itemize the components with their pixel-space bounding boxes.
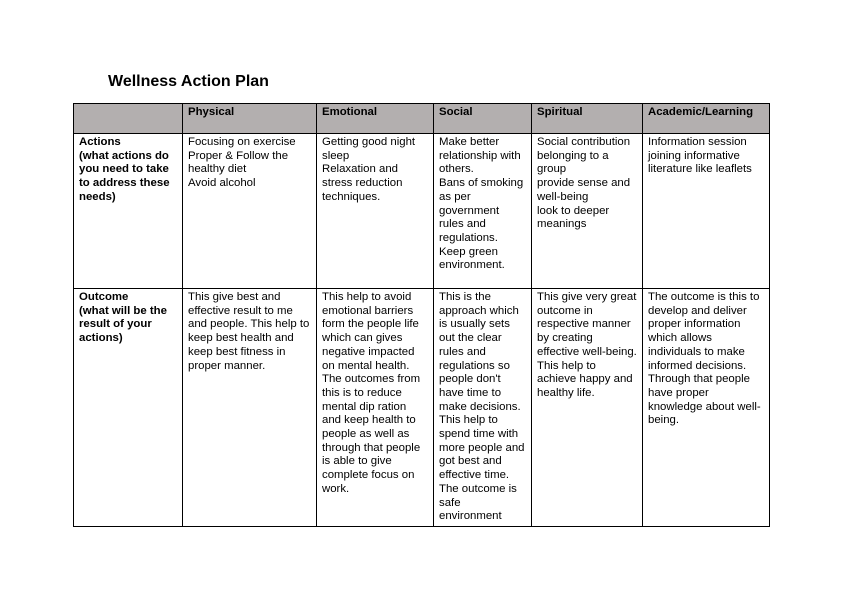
- row-header-title: Outcome: [79, 291, 129, 303]
- cell-line: look to deeper meanings: [537, 204, 610, 231]
- cell-actions-emotional: [317, 134, 434, 289]
- cell-actions-physical: [183, 134, 317, 289]
- cell-line: Bans of smoking as per government rules and regulations.: [439, 177, 524, 244]
- row-header-title: Actions: [79, 136, 121, 148]
- cell-actions-social: [434, 134, 532, 289]
- cell-line: Make better relationship with others.: [439, 136, 521, 176]
- cell-line: provide sense and well-being: [537, 177, 631, 203]
- document-title: Wellness Action Plan: [108, 73, 269, 90]
- cell-outcome-spiritual: [532, 289, 643, 527]
- cell-line: Getting good night sleep: [322, 136, 416, 162]
- cell-line: Avoid alcohol: [188, 177, 256, 190]
- cell-line: Information session joining informative literature like leaflets: [648, 136, 752, 176]
- column-header-blank: [74, 104, 183, 134]
- row-header-subtitle: (what actions do you need to take to address these needs): [79, 149, 170, 203]
- cell-line: Keep green environment.: [439, 245, 505, 272]
- column-header-social: Social: [434, 104, 532, 134]
- cell-line: This help to avoid emotional barriers form the people life which can gives negative impacted on mental health. The outcomes from this is to reduce mental dip ration and keep health to people as well as through that people is able to give complete focus on work.: [322, 291, 421, 495]
- cell-outcome-physical: [183, 289, 317, 527]
- table-header-row: [74, 104, 770, 134]
- wellness-action-plan-table: [73, 103, 770, 527]
- cell-line: This give very great outcome in respective manner by creating effective well-being. This help to achieve happy and healthy life.: [537, 291, 637, 399]
- table-row-outcome: [74, 289, 770, 527]
- cell-outcome-emotional: [317, 289, 434, 527]
- row-header-subtitle: (what will be the result of your actions): [79, 304, 167, 345]
- cell-line: Social contribution belonging to a group: [537, 136, 631, 176]
- cell-line: Relaxation and stress reduction techniques.: [322, 163, 403, 203]
- cell-line: Proper & Follow the healthy diet: [188, 149, 289, 176]
- cell-line: This give best and effective result to me and people. This help to keep best health and keep best fitness in proper manner.: [188, 291, 310, 372]
- column-header-emotional: Emotional: [317, 104, 434, 134]
- cell-outcome-academic-learning: [643, 289, 770, 527]
- cell-line: The outcome is this to develop and deliver proper information which allows individuals to make informed decisions. Through that people have proper knowledge about well-being.: [648, 291, 761, 427]
- row-header-actions: [74, 134, 183, 289]
- column-header-spiritual: Spiritual: [532, 104, 643, 134]
- cell-actions-academic-learning: [643, 134, 770, 289]
- cell-line: This is the approach which is usually sets out the clear rules and regulations so people don't have time to make decisions. This help to spend time with more people and got best and effective time. The outcome is safe environment: [439, 291, 525, 523]
- cell-outcome-social: [434, 289, 532, 527]
- cell-line: Focusing on exercise: [188, 136, 296, 148]
- column-header-physical: Physical: [183, 104, 317, 134]
- cell-actions-spiritual: [532, 134, 643, 289]
- table-row-actions: [74, 134, 770, 289]
- column-header-academic-learning: Academic/Learning: [643, 104, 770, 134]
- row-header-outcome: [74, 289, 183, 527]
